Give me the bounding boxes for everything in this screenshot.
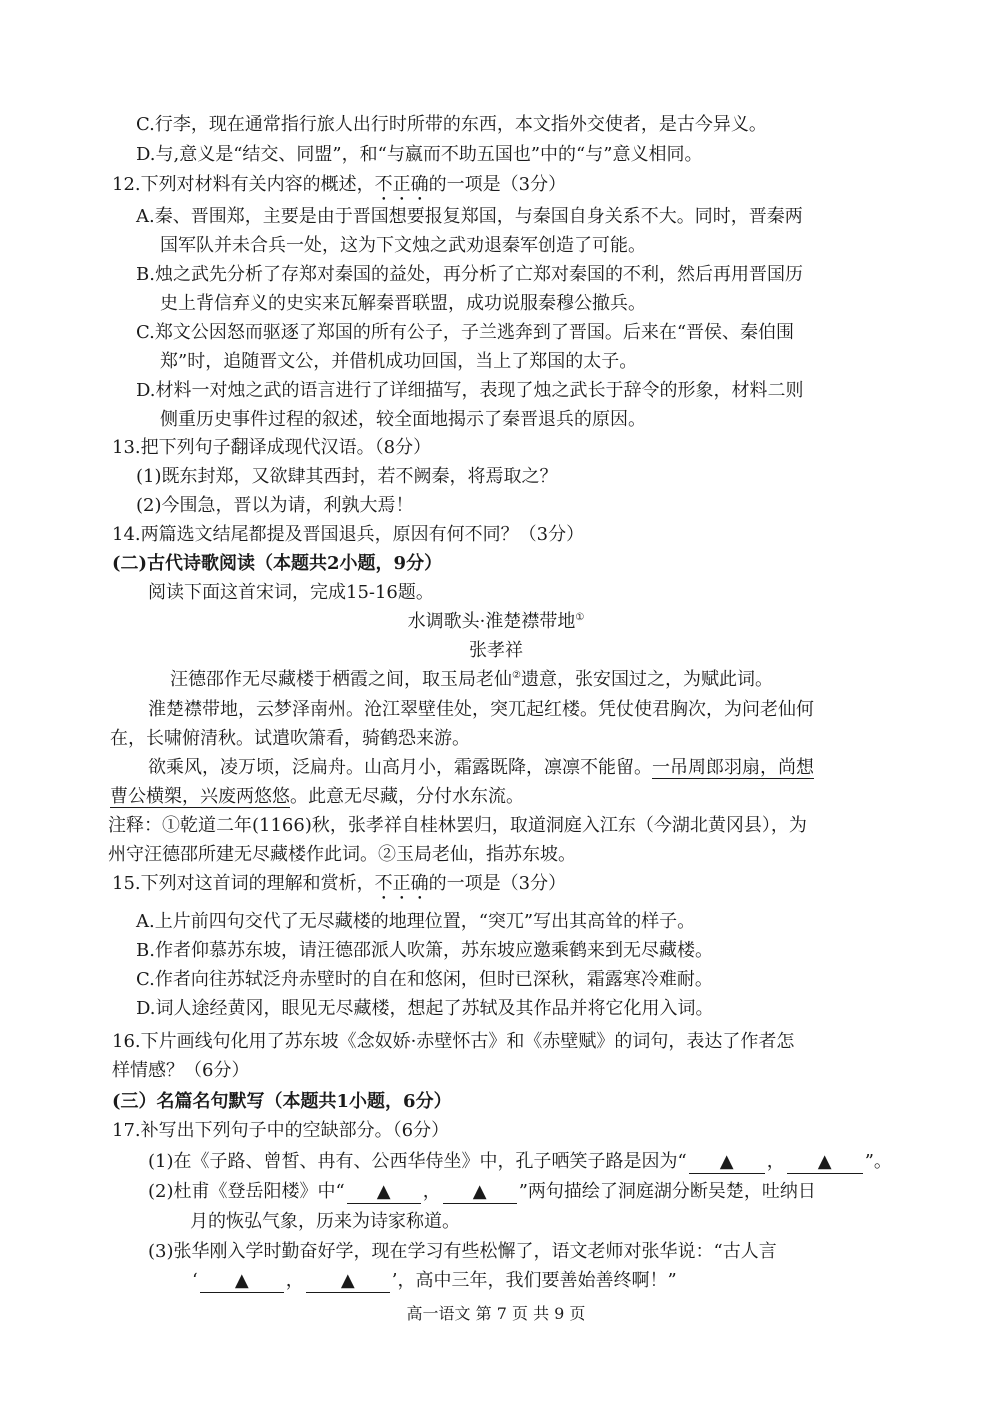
q12-option-a-line2: 国军队并未合兵一处，这为下文烛之武劝退秦军创造了可能。 — [160, 235, 646, 256]
poem-lower-line1: 欲乘风，凌万顷，泛扁舟。山高月小，霜露既降，凛凛不能留。一吊周郎羽扇，尚想 — [148, 757, 814, 778]
q16-stem-line2: 样情感？（6分） — [112, 1060, 250, 1081]
footnote-mark: ① — [575, 612, 585, 623]
page-footer: 高一语文 第 7 页 共 9 页 — [406, 1304, 586, 1323]
section-2-heading: (二)古代诗歌阅读（本题共2小题，9分） — [112, 553, 443, 574]
emphasis-not-correct: 不正确 — [374, 873, 429, 894]
underlined-verse: 曹公横槊，兴废两悠悠 — [110, 786, 290, 807]
q14-stem: 14.两篇选文结尾都提及晋国退兵，原因有何不同？（3分） — [112, 524, 585, 545]
q13-stem: 13.把下列句子翻译成现代汉语。（8分） — [112, 437, 432, 458]
q17-item-1: (1)在《子路、曾皙、冉有、公西华侍坐》中，孔子哂笑子路是因为“ ▲ ， ▲ ”。 — [148, 1151, 892, 1172]
q12-stem: 12.下列对材料有关内容的概述，不正确的一项是（3分） — [112, 174, 567, 195]
answer-blank: ▲ — [347, 1181, 421, 1204]
q15-option-d: D.词人途经黄冈，眼见无尽藏楼，想起了苏轼及其作品并将它化用入词。 — [136, 998, 714, 1019]
poem-notes-line1: 注释：①乾道二年(1166)秋，张孝祥自桂林罢归，取道洞庭入江东（今湖北黄冈县），为 — [108, 815, 807, 836]
q17-stem: 17.补写出下列句子中的空缺部分。（6分） — [112, 1120, 450, 1141]
q17-item-3-cont: ‘ ▲ ， ▲ ’，高中三年，我们要善始善终啊！” — [192, 1270, 677, 1291]
section-2-intro: 阅读下面这首宋词，完成15-16题。 — [148, 582, 434, 603]
poem-lower-line2: 曹公横槊，兴废两悠悠。此意无尽藏，分付水东流。 — [110, 786, 524, 807]
q13-sentence-2: (2)今围急，晋以为请，利孰大焉！ — [136, 495, 414, 516]
q12-option-d-line2: 侧重历史事件过程的叙述，较全面地揭示了秦晋退兵的原因。 — [160, 409, 646, 430]
poem-author: 张孝祥 — [469, 640, 523, 661]
q16-stem-line1: 16.下片画线句化用了苏东坡《念奴娇·赤壁怀古》和《赤壁赋》的词句，表达了作者怎 — [112, 1031, 795, 1052]
q15-option-c: C.作者向往苏轼泛舟赤壁时的自在和悠闲，但时已深秋，霜露寒冷难耐。 — [136, 969, 713, 990]
emphasis-not-correct: 不正确 — [374, 174, 429, 195]
q17-item-2: (2)杜甫《登岳阳楼》中“ ▲ ， ▲ ”两句描绘了洞庭湖分断吴楚，吐纳日 — [148, 1181, 816, 1202]
q11-option-c: C.行李，现在通常指行旅人出行时所带的东西，本文指外交使者，是古今异义。 — [136, 114, 767, 135]
q12-option-d-line1: D.材料一对烛之武的语言进行了详细描写，表现了烛之武长于辞令的形象，材料二则 — [136, 380, 804, 401]
poem-notes-line2: 州守汪德邵所建无尽藏楼作此词。②玉局老仙，指苏东坡。 — [108, 844, 576, 865]
q15-option-b: B.作者仰慕苏东坡，请汪德邵派人吹箫，苏东坡应邀乘鹤来到无尽藏楼。 — [136, 940, 713, 961]
answer-blank: ▲ — [200, 1270, 284, 1293]
q15-option-a: A.上片前四句交代了无尽藏楼的地理位置，“突兀”写出其高耸的样子。 — [136, 911, 696, 932]
section-3-heading: (三）名篇名句默写（本题共1小题，6分） — [112, 1091, 452, 1112]
q12-option-c-line1: C.郑文公因怒而驱逐了郑国的所有公子，子兰逃奔到了晋国。后来在“晋侯、秦伯围 — [136, 322, 795, 343]
q17-item-3: (3)张华刚入学时勤奋好学，现在学习有些松懈了，语文老师对张华说：“古人言 — [148, 1241, 777, 1262]
underlined-verse: 一吊周郎羽扇，尚想 — [652, 757, 814, 778]
answer-blank: ▲ — [443, 1181, 517, 1204]
q12-option-c-line2: 郑”时，追随晋文公，并借机成功回国，当上了郑国的太子。 — [160, 351, 638, 372]
q11-option-d: D.与,意义是“结交、同盟”，和“与嬴而不助五国也”中的“与”意义相同。 — [136, 144, 703, 165]
poem-upper-line1: 淮楚襟带地，云梦泽南州。沧江翠壁佳处，突兀起红楼。凭仗使君胸次，为问老仙何 — [148, 699, 814, 720]
q12-option-b-line1: B.烛之武先分析了存郑对秦国的益处，再分析了亡郑对秦国的不利，然后再用晋国历 — [136, 264, 803, 285]
poem-title: 水调歌头·淮楚襟带地① — [407, 611, 585, 632]
poem-upper-line2: 在，长啸俯清秋。试遣吹箫看，骑鹤恐来游。 — [110, 728, 470, 749]
answer-blank: ▲ — [787, 1151, 863, 1174]
answer-blank: ▲ — [689, 1151, 765, 1174]
poem-preface: 汪德邵作无尽藏楼于栖霞之间，取玉局老仙②遗意，张安国过之，为赋此词。 — [170, 669, 773, 690]
q12-option-b-line2: 史上背信弃义的史实来瓦解秦晋联盟，成功说服秦穆公撤兵。 — [160, 293, 646, 314]
answer-blank: ▲ — [306, 1270, 390, 1293]
q12-option-a-line1: A.秦、晋围郑，主要是由于晋国想要报复郑国，与秦国自身关系不大。同时，晋秦两 — [136, 206, 803, 227]
q17-item-2-cont: 月的恢弘气象，历来为诗家称道。 — [190, 1211, 460, 1232]
footnote-mark: ② — [512, 670, 521, 681]
q15-stem: 15.下列对这首词的理解和赏析，不正确的一项是（3分） — [112, 873, 567, 894]
q13-sentence-1: (1)既东封郑，又欲肆其西封，若不阙秦，将焉取之？ — [136, 466, 558, 487]
